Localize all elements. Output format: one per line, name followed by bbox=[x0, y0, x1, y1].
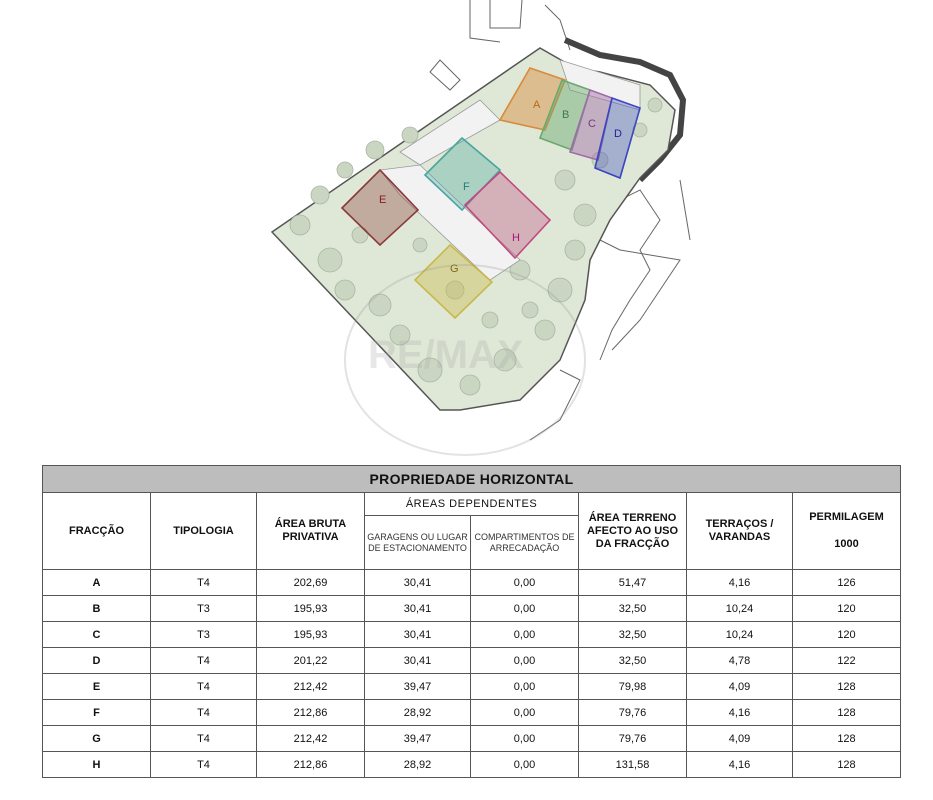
cell-garagens: 28,92 bbox=[365, 752, 471, 778]
cell-terracos: 4,16 bbox=[687, 700, 793, 726]
cell-compartimentos: 0,00 bbox=[471, 674, 579, 700]
cell-garagens: 39,47 bbox=[365, 726, 471, 752]
unit-label-a: A bbox=[533, 99, 541, 111]
unit-label-b: B bbox=[562, 109, 570, 121]
cell-area-terreno: 79,76 bbox=[579, 726, 687, 752]
table-row bbox=[43, 752, 901, 778]
cell-tipologia: T4 bbox=[151, 700, 257, 726]
cell-fraccao: B bbox=[43, 596, 151, 622]
cell-area-bruta: 212,42 bbox=[257, 674, 365, 700]
cell-area-bruta: 195,93 bbox=[257, 596, 365, 622]
unit-label-g: G bbox=[450, 263, 459, 275]
cell-fraccao: D bbox=[43, 648, 151, 674]
cell-terracos: 4,78 bbox=[687, 648, 793, 674]
cell-area-terreno: 79,98 bbox=[579, 674, 687, 700]
cell-tipologia: T4 bbox=[151, 674, 257, 700]
cell-terracos: 4,09 bbox=[687, 726, 793, 752]
cell-area-bruta: 212,86 bbox=[257, 700, 365, 726]
cell-tipologia: T4 bbox=[151, 648, 257, 674]
unit-label-e: E bbox=[379, 194, 387, 206]
cell-tipologia: T3 bbox=[151, 596, 257, 622]
header-areas-dependentes: ÁREAS DEPENDENTES bbox=[365, 493, 579, 516]
watermark-text: RE/MAX bbox=[368, 333, 524, 377]
cell-area-bruta: 201,22 bbox=[257, 648, 365, 674]
header-garagens: GARAGENS OU LUGAR DE ESTACIONAMENTO bbox=[365, 516, 471, 570]
cell-garagens: 39,47 bbox=[365, 674, 471, 700]
header-tipologia: TIPOLOGIA bbox=[151, 493, 257, 570]
table-row bbox=[43, 622, 901, 648]
cell-compartimentos: 0,00 bbox=[471, 570, 579, 596]
table-row bbox=[43, 570, 901, 596]
header-compartimentos: COMPARTIMENTOS DE ARRECADAÇÃO bbox=[471, 516, 579, 570]
cell-compartimentos: 0,00 bbox=[471, 648, 579, 674]
cell-fraccao: A bbox=[43, 570, 151, 596]
cell-garagens: 30,41 bbox=[365, 648, 471, 674]
cell-terracos: 4,16 bbox=[687, 570, 793, 596]
cell-compartimentos: 0,00 bbox=[471, 700, 579, 726]
table-body bbox=[43, 570, 901, 778]
cell-compartimentos: 0,00 bbox=[471, 622, 579, 648]
cell-area-bruta: 202,69 bbox=[257, 570, 365, 596]
cell-area-terreno: 32,50 bbox=[579, 622, 687, 648]
cell-area-bruta: 212,42 bbox=[257, 726, 365, 752]
unit-label-d: D bbox=[614, 128, 622, 140]
cell-compartimentos: 0,00 bbox=[471, 596, 579, 622]
cell-tipologia: T4 bbox=[151, 570, 257, 596]
cell-garagens: 30,41 bbox=[365, 570, 471, 596]
cell-permilagem: 120 bbox=[793, 622, 901, 648]
header-fraccao: FRACÇÃO bbox=[43, 493, 151, 570]
table-title: PROPRIEDADE HORIZONTAL bbox=[43, 466, 901, 493]
propriedade-horizontal-table bbox=[42, 465, 901, 778]
cell-garagens: 30,41 bbox=[365, 596, 471, 622]
table-row bbox=[43, 700, 901, 726]
cell-terracos: 4,16 bbox=[687, 752, 793, 778]
cell-terracos: 10,24 bbox=[687, 596, 793, 622]
cell-terracos: 4,09 bbox=[687, 674, 793, 700]
cell-permilagem: 128 bbox=[793, 726, 901, 752]
cell-garagens: 28,92 bbox=[365, 700, 471, 726]
cell-permilagem: 126 bbox=[793, 570, 901, 596]
cell-fraccao: C bbox=[43, 622, 151, 648]
header-permilagem: PERMILAGEM bbox=[809, 511, 884, 523]
table-row bbox=[43, 726, 901, 752]
table-row bbox=[43, 648, 901, 674]
cell-fraccao: G bbox=[43, 726, 151, 752]
cell-area-terreno: 131,58 bbox=[579, 752, 687, 778]
header-terracos: TERRAÇOS / VARANDAS bbox=[687, 493, 793, 570]
cell-area-bruta: 195,93 bbox=[257, 622, 365, 648]
cell-tipologia: T4 bbox=[151, 752, 257, 778]
unit-label-c: C bbox=[588, 118, 596, 130]
cell-area-terreno: 51,47 bbox=[579, 570, 687, 596]
cell-area-bruta: 212,86 bbox=[257, 752, 365, 778]
header-area-bruta: ÁREA BRUTA PRIVATIVA bbox=[257, 493, 365, 570]
cell-permilagem: 128 bbox=[793, 674, 901, 700]
cell-permilagem: 128 bbox=[793, 700, 901, 726]
cell-garagens: 30,41 bbox=[365, 622, 471, 648]
header-permilagem-base: 1000 bbox=[834, 538, 859, 550]
cell-permilagem: 120 bbox=[793, 596, 901, 622]
cell-area-terreno: 32,50 bbox=[579, 648, 687, 674]
cell-area-terreno: 32,50 bbox=[579, 596, 687, 622]
table-row bbox=[43, 674, 901, 700]
header-permilagem-cell bbox=[793, 493, 901, 570]
unit-label-h: H bbox=[512, 232, 520, 244]
cell-fraccao: H bbox=[43, 752, 151, 778]
cell-compartimentos: 0,00 bbox=[471, 752, 579, 778]
header-area-terreno: ÁREA TERRENO AFECTO AO USO DA FRACÇÃO bbox=[579, 493, 687, 570]
unit-label-f: F bbox=[463, 181, 470, 193]
cell-compartimentos: 0,00 bbox=[471, 726, 579, 752]
cell-terracos: 10,24 bbox=[687, 622, 793, 648]
cell-area-terreno: 79,76 bbox=[579, 700, 687, 726]
cell-fraccao: F bbox=[43, 700, 151, 726]
table-row bbox=[43, 596, 901, 622]
cell-permilagem: 122 bbox=[793, 648, 901, 674]
cell-tipologia: T3 bbox=[151, 622, 257, 648]
cell-tipologia: T4 bbox=[151, 726, 257, 752]
cell-fraccao: E bbox=[43, 674, 151, 700]
cell-permilagem: 128 bbox=[793, 752, 901, 778]
